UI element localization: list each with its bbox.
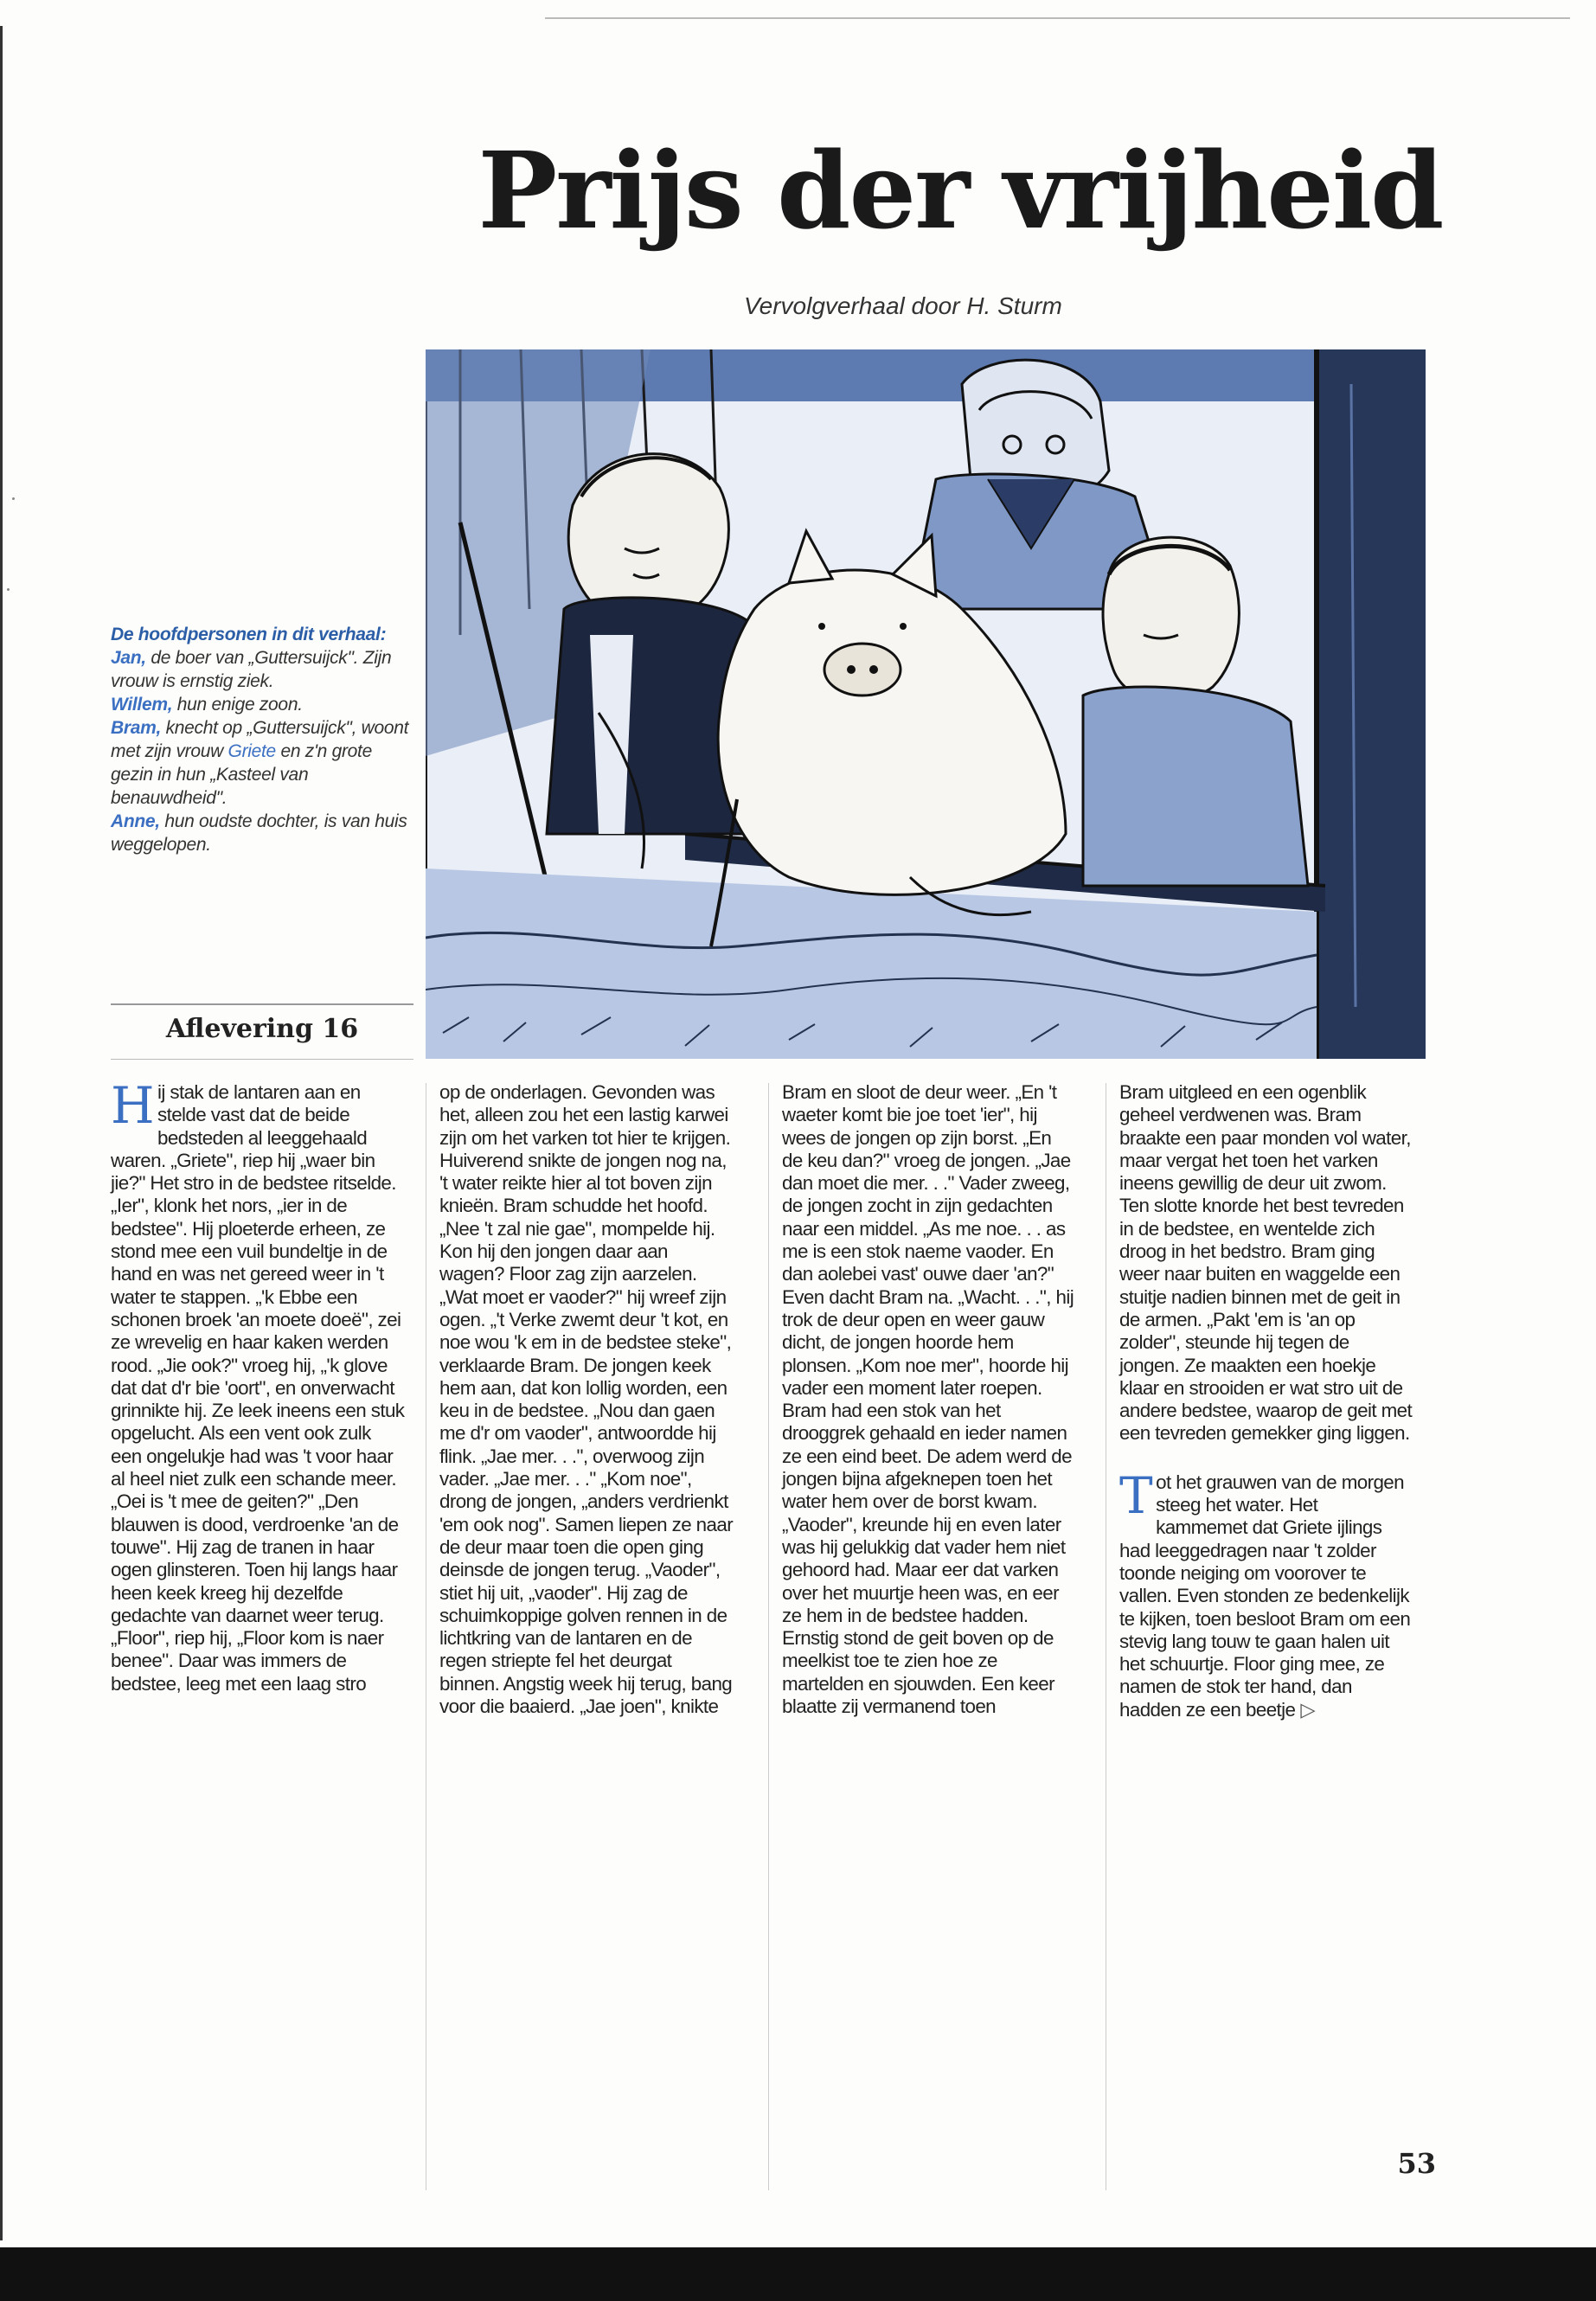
text-column-3 [782,1081,1076,1718]
cast-entry-jan [111,646,413,693]
page-top-rule [545,17,1570,19]
column-divider [768,1083,769,2190]
episode-label: Aflevering 16 [165,1014,359,1044]
cast-name-willem: Willem, [111,695,173,715]
cast-entry-bram [111,716,413,810]
column-text: ij stak de lantaren aan en stelde vast dat de beide bedsteden al leeggehaald waren. „Griete", riep hij „waer bin jie?" Het stro in de bedstee ritselde. „Ier", klonk het nors, „ier in de bedstee". Hij ploeterde erheen, ze stond mee een vuil bundeltje in de hand en was net gereed weer in 't water te stappen. „'k Ebbe een schonen broek 'an moete doeë", zei ze wrevelig en haar kaken werden rood. „Jie ook?" vroeg hij, „'k glove dat dat d'r bie 'oort", en onverwacht grinnikte hij. Ze leek ineens een stuk opgelucht. Als een vent ook zulk een ongelukje had was 't voor haar al heel niet zulk een schande meer. „Oei is 't mee de geiten?" „Den blauwen is dood, verdroenke 'an de touwe". Hij zag de tranen in haar ogen glinsteren. Toen hij langs haar heen keek kreeg hij dezelfde gedachte van daarnet weer terug. „Floor", riep hij, „Floor kom is naer benee". Daar was immers de bedstee, leeg met een laag stro [111,1081,405,1695]
cast-name-bram: Bram, [111,718,162,738]
text-column-1 [111,1076,405,1695]
page-number: 53 [1397,2147,1436,2180]
drop-cap: T [1119,1465,1153,1525]
cast-name-griete: Griete [228,741,276,761]
text-column-2 [439,1081,734,1718]
story-illustration [426,349,1426,1059]
cast-entry-willem [111,693,413,716]
cast-desc-anne: hun oudste dochter, is van huis weggelopen. [111,811,407,855]
cast-desc-willem: hun enige zoon. [172,695,303,715]
page-left-edge [0,26,3,2240]
page-bottom-band [0,2247,1596,2301]
section-2 [1119,1465,1413,1721]
episode-rule-bottom [111,1059,413,1060]
cast-desc-bram-2: en z'n grote gezin in hun „Kasteel van benauwdheid". [111,741,372,808]
column-text: ot het grauwen van de morgen steeg het water. Het kammemet dat Griete ijlings had leeggedragen naar 't zolder toonde neiging om voorover te vallen. Even stonden ze bedenkelijk te kijken, toen besloot Bram om een stevig lang touw te gaan halen uit het schuurtje. Floor ging mee, ze namen de stok ter hand, dan hadden ze een beetje [1119,1471,1411,1721]
cast-heading: De hoofdpersonen in dit verhaal: [111,625,387,644]
column-text: op de onderlagen. Gevonden was het, alleen zou het een lastig karwei zijn om het varken tot hier te krijgen. Huiverend snikte de jongen nog na, 't water reikte hier al tot boven zijn knieën. Bram schudde het hoofd. „Nee 't zal nie gae", mompelde hij. Kon hij den jongen daar aan wagen? Floor zag zijn aarzelen. „Wat moet er vaoder?" hij wreef zijn ogen. „'t Verke zwemt deur 't kot, en noe wou 'k em in de bedstee steke", verklaarde Bram. De jongen keek hem aan, dat kon lollig worden, een keu in de bedstee. „Nou dan gaen me d'r om vaoder", antwoordde hij flink. „Jae mer. . .", overwoog zijn vader. „Jae mer. . ." „Kom noe", drong de jongen, „anders verdrienkt 'em ook nog". Samen liepen ze naar de deur maar toen die open ging deinsde de jongen terug. „Vaoder", stiet hij uit, „vaoder". Hij zag de schuimkoppige golven rennen in de lichtkring van de lantaren en de regen striepte fel het deurgat binnen. Angstig week hij terug, bang voor die baaierd. „Jae joen", knikte [439,1081,734,1718]
right-doorpost [1317,349,1426,1059]
article-title: Prijs der vrijheid [478,128,1443,253]
column-text: Bram en sloot de deur weer. „En 't waeter komt bie joe toet 'ier", hij wees de jongen op zijn borst. „En de keu dan?" vroeg de jongen. „Jae dan moet die mer. . ." Vader zweeg, de jongen zocht in zijn gedachten naar een middel. „As me noe. . . as me is een stok naeme vaoder. En dan aolebei vast' ouwe daer 'an?" Even dacht Bram na. „Wacht. . .", hij trok de deur open en weer gauw dicht, de jongen hoorde hem plonsen. „Kom noe mer", hoorde hij vader een moment later roepen. Bram had een stok van het drooggrek gehaald en ieder namen ze een eind beet. De adem werd de jongen bijna afgeknepen toen het water hem over de borst kwam. „Vaoder", kreunde hij en even later was hij gelukkig dat vader hem niet gehoord had. Maar eer dat varken over het muurtje heen was, en eer ze hem in de bedstee hadden. Ernstig stond de geit boven op de meelkist toe te zien hoe ze martelden en sjouwden. Een keer blaatte zij vermanend toen [782,1081,1074,1718]
cast-name-anne: Anne, [111,811,160,831]
column-text: Bram uitgleed en een ogenblik geheel verdwenen was. Bram braakte een paar monden vol water, maar vergat het toen het varken ineens gewillig de deur uit zwom. Ten slotte knorde het best tevreden in de bedstee, en wentelde zich droog in het bedstro. Bram ging weer naar buiten en waggelde een stuitje nadien binnen met de geit in de armen. „Pakt 'em is 'an op zolder", steunde hij tegen de jongen. Ze maakten een hoekje klaar en strooiden er wat stro uit de andere bedstee, waarop de geit met een tevreden gemekker ging liggen. [1119,1081,1413,1445]
margin-speck [12,497,15,500]
episode-rule-top [111,1003,413,1005]
cast-desc-bram-1: knecht op „Guttersuijck", woont met zijn vrouw [111,718,409,761]
text-column-4 [1119,1081,1413,1721]
continue-arrow-icon: ▷ [1300,1698,1316,1721]
drop-cap: H [111,1076,154,1135]
margin-speck [7,588,10,591]
cast-entry-anne [111,810,413,856]
cast-list [111,623,413,856]
article-byline: Vervolgverhaal door H. Sturm [744,292,1062,319]
cast-name-jan: Jan, [111,648,146,668]
cast-desc-jan: de boer van „Guttersuijck". Zijn vrouw is ernstig ziek. [111,648,392,691]
